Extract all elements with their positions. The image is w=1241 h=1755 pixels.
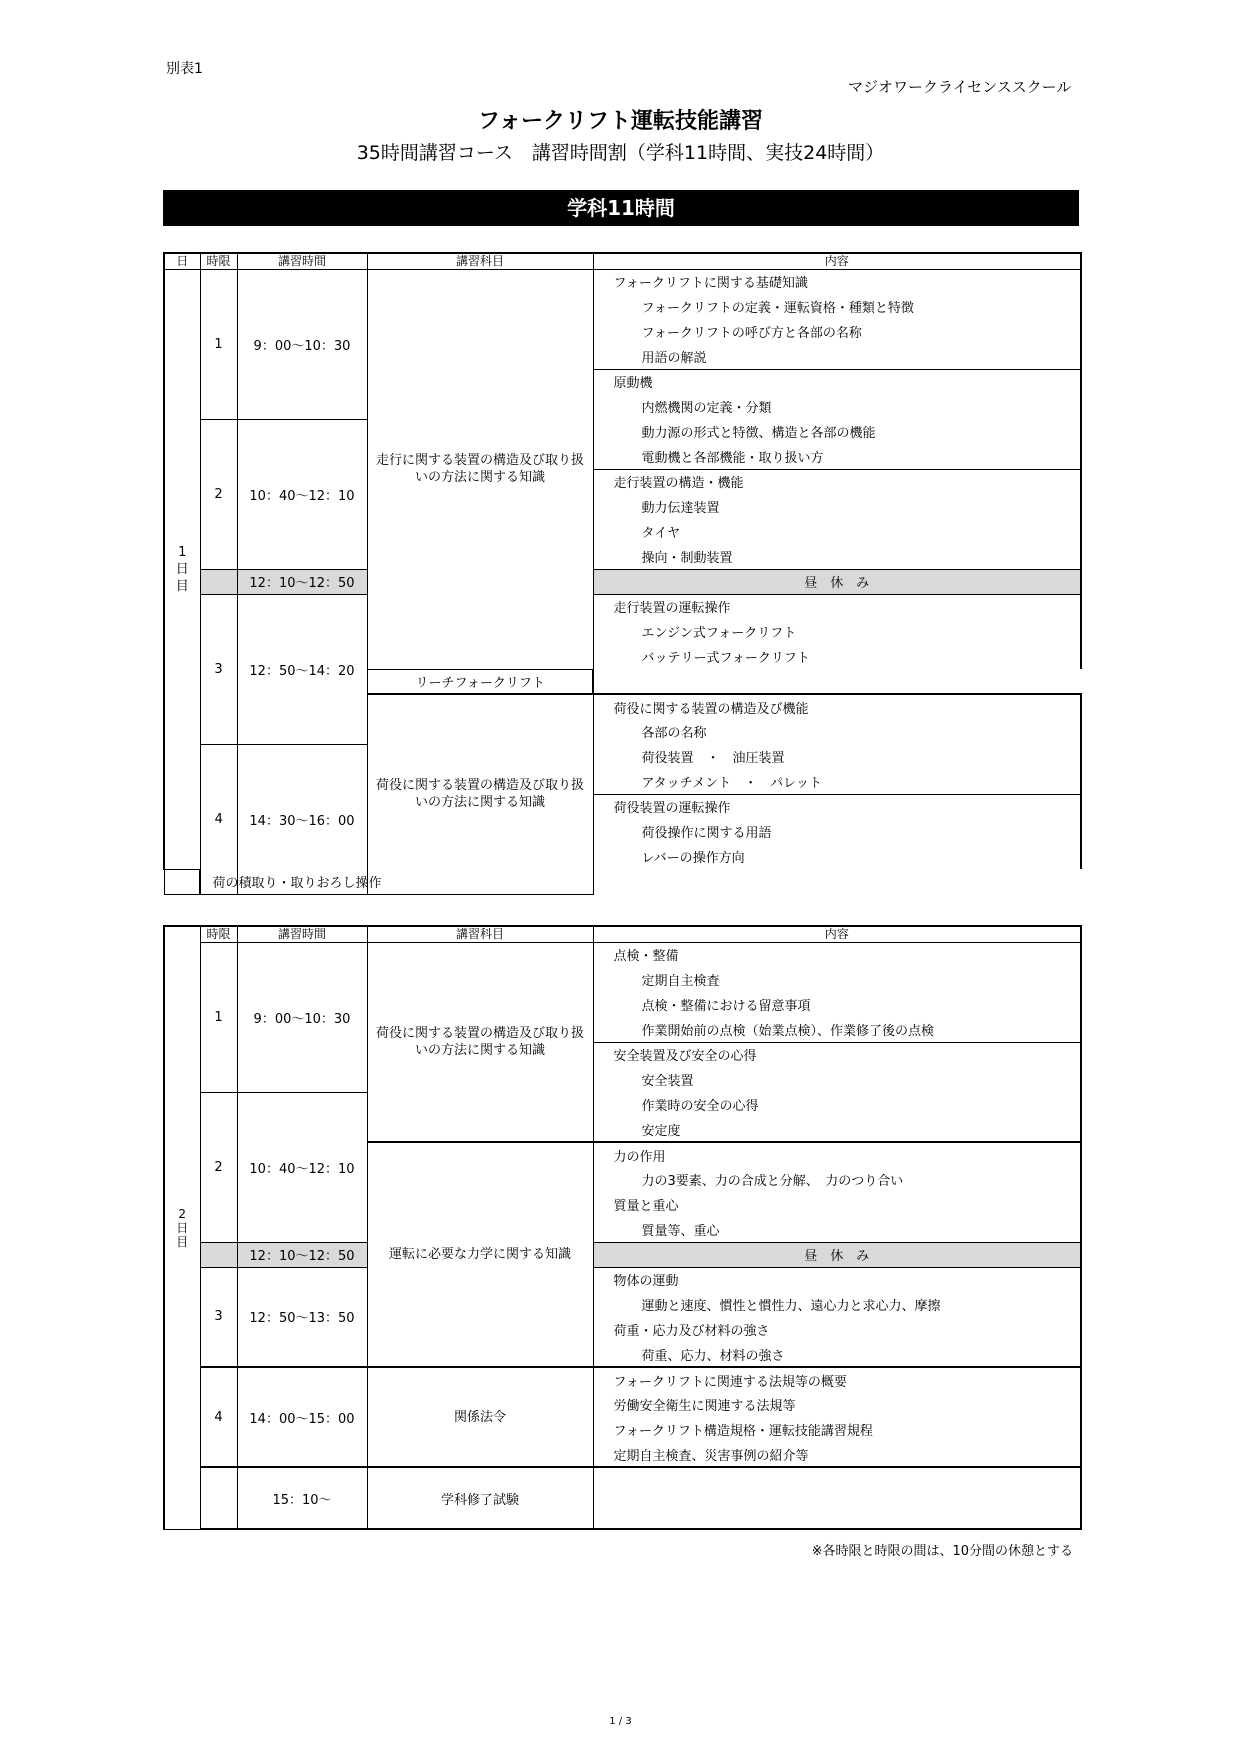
page-subtitle: 35時間講習コース 講習時間割（学科11時間、実技24時間） xyxy=(356,142,885,164)
content-item: 定期自主検査 xyxy=(593,967,1081,992)
content-heading: 荷役に関する装置の構造及び機能 xyxy=(593,694,1081,719)
header-content: 内容 xyxy=(593,253,1081,269)
content-item: 荷役装置 ・ 油圧装置 xyxy=(593,744,1081,769)
content-item: フォークリフトの呼び方と各部の名称 xyxy=(593,319,1081,344)
subject-cell: 荷役に関する装置の構造及び取り扱いの方法に関する知識 xyxy=(367,942,593,1142)
content-item: 運動と速度、慣性と慣性力、遠心力と求心力、摩擦 xyxy=(593,1292,1081,1317)
lunch-row xyxy=(164,1242,1081,1267)
content-item: 各部の名称 xyxy=(593,719,1081,744)
subject-cell: 関係法令 xyxy=(367,1367,593,1467)
period-time: 14：30～16：00 xyxy=(237,744,367,894)
period-time: 14：00～15：00 xyxy=(237,1367,367,1467)
content-item: 定期自主検査、災害事例の紹介等 xyxy=(593,1442,1081,1467)
subject-cell: 運転に必要な力学に関する知識 xyxy=(367,1142,593,1367)
period-number: 1 xyxy=(200,942,237,1092)
period-number: 3 xyxy=(200,594,237,744)
period-number: 4 xyxy=(200,1367,237,1467)
period-number: 4 xyxy=(200,744,237,894)
content-heading: 力の作用 xyxy=(593,1142,1081,1167)
period-number: 1 xyxy=(200,269,237,419)
content-item: アタッチメント ・ パレット xyxy=(593,769,1081,794)
section-banner: 学科11時間 xyxy=(163,190,1079,226)
lunch-time: 12：10～12：50 xyxy=(237,569,367,594)
page-title: フォークリフト運転技能講習 xyxy=(478,109,763,134)
subject-cell: 荷役に関する装置の構造及び取り扱いの方法に関する知識 xyxy=(367,694,593,894)
exam-time: 15：10～ xyxy=(237,1467,367,1529)
content-item: リーチフォークリフト xyxy=(367,669,593,694)
period-time: 12：50～14：20 xyxy=(237,594,367,744)
header-day: 日 xyxy=(164,253,200,269)
period-number: 2 xyxy=(200,419,237,569)
content-heading: 物体の運動 xyxy=(593,1267,1081,1292)
header-subject: 講習科目 xyxy=(367,926,593,942)
content-heading: 質量と重心 xyxy=(593,1192,1081,1217)
period-time: 12：50～13：50 xyxy=(237,1267,367,1367)
content-heading: 荷役装置の運転操作 xyxy=(593,794,1081,819)
content-item: 荷役操作に関する用語 xyxy=(593,819,1081,844)
content-item: レバーの操作方向 xyxy=(593,844,1081,869)
period-time: 10：40～12：10 xyxy=(237,419,367,569)
header-time: 講習時間 xyxy=(237,926,367,942)
header-period: 時限 xyxy=(200,926,237,942)
content-item: 電動機と各部機能・取り扱い方 xyxy=(593,444,1081,469)
content-item: タイヤ xyxy=(593,519,1081,544)
footnote: ※各時限と時限の間は、10分間の休憩とする xyxy=(811,1544,1073,1559)
day-label: 2日目 xyxy=(164,926,200,1529)
content-heading: 荷重・応力及び材料の強さ xyxy=(593,1317,1081,1342)
content-heading: 走行装置の運転操作 xyxy=(593,594,1081,619)
content-item: 動力源の形式と特徴、構造と各部の機能 xyxy=(593,419,1081,444)
subject-cell: 走行に関する装置の構造及び取り扱いの方法に関する知識 xyxy=(367,269,593,669)
content-item: 点検・整備における留意事項 xyxy=(593,992,1081,1017)
content-heading: 走行装置の構造・機能 xyxy=(593,469,1081,494)
lunch-time: 12：10～12：50 xyxy=(237,1242,367,1267)
content-heading: 点検・整備 xyxy=(593,942,1081,967)
header-subject: 講習科目 xyxy=(367,253,593,269)
day-label: 1日目 xyxy=(164,269,200,869)
content-item: フォークリフトに関連する法規等の概要 xyxy=(593,1367,1081,1392)
content-item: 荷重、応力、材料の強さ xyxy=(593,1342,1081,1367)
content-item: バッテリー式フォークリフト xyxy=(593,644,1081,669)
content-heading: 安全装置及び安全の心得 xyxy=(593,1042,1081,1067)
lunch-row xyxy=(164,569,1081,594)
period-time: 9：00～10：30 xyxy=(237,269,367,419)
table-header-row xyxy=(164,926,1081,942)
header-time: 講習時間 xyxy=(237,253,367,269)
content-item: 荷の積取り・取りおろし操作 xyxy=(164,869,200,894)
content-item: 質量等、重心 xyxy=(593,1217,1081,1242)
content-item: 作業時の安全の心得 xyxy=(593,1092,1081,1117)
header-content: 内容 xyxy=(593,926,1081,942)
content-item: 動力伝達装置 xyxy=(593,494,1081,519)
content-item: 作業開始前の点検（始業点検）、作業修了後の点検 xyxy=(593,1017,1081,1042)
exam-subject: 学科修了試験 xyxy=(367,1467,593,1529)
content-heading: フォークリフトに関する基礎知識 xyxy=(593,269,1081,294)
header-period: 時限 xyxy=(200,253,237,269)
page-number: 1 / 3 xyxy=(609,1716,632,1727)
document-label: 別表1 xyxy=(166,61,203,77)
content-item: 内燃機関の定義・分類 xyxy=(593,394,1081,419)
content-item: フォークリフト構造規格・運転技能講習規程 xyxy=(593,1417,1081,1442)
exam-row xyxy=(164,1467,1081,1529)
content-item: フォークリフトの定義・運転資格・種類と特徴 xyxy=(593,294,1081,319)
content-item: 安定度 xyxy=(593,1117,1081,1142)
content-heading: 原動機 xyxy=(593,369,1081,394)
content-item: 用語の解説 xyxy=(593,344,1081,369)
school-name: マジオワークライセンススクール xyxy=(848,78,1072,96)
content-item: 安全装置 xyxy=(593,1067,1081,1092)
content-item: 操向・制動装置 xyxy=(593,544,1081,569)
lunch-label: 昼 休 み xyxy=(593,569,1081,594)
period-time: 9：00～10：30 xyxy=(237,942,367,1092)
period-time: 10：40～12：10 xyxy=(237,1092,367,1242)
period-number: 2 xyxy=(200,1092,237,1242)
lunch-label: 昼 休 み xyxy=(593,1242,1081,1267)
period-number: 3 xyxy=(200,1267,237,1367)
content-item: 力の3要素、力の合成と分解、 力のつり合い xyxy=(593,1167,1081,1192)
content-item: エンジン式フォークリフト xyxy=(593,619,1081,644)
content-item: 労働安全衛生に関連する法規等 xyxy=(593,1392,1081,1417)
table-header-row xyxy=(164,253,1081,269)
day2-schedule-table xyxy=(163,925,1082,1530)
day1-schedule-table xyxy=(163,252,1082,895)
